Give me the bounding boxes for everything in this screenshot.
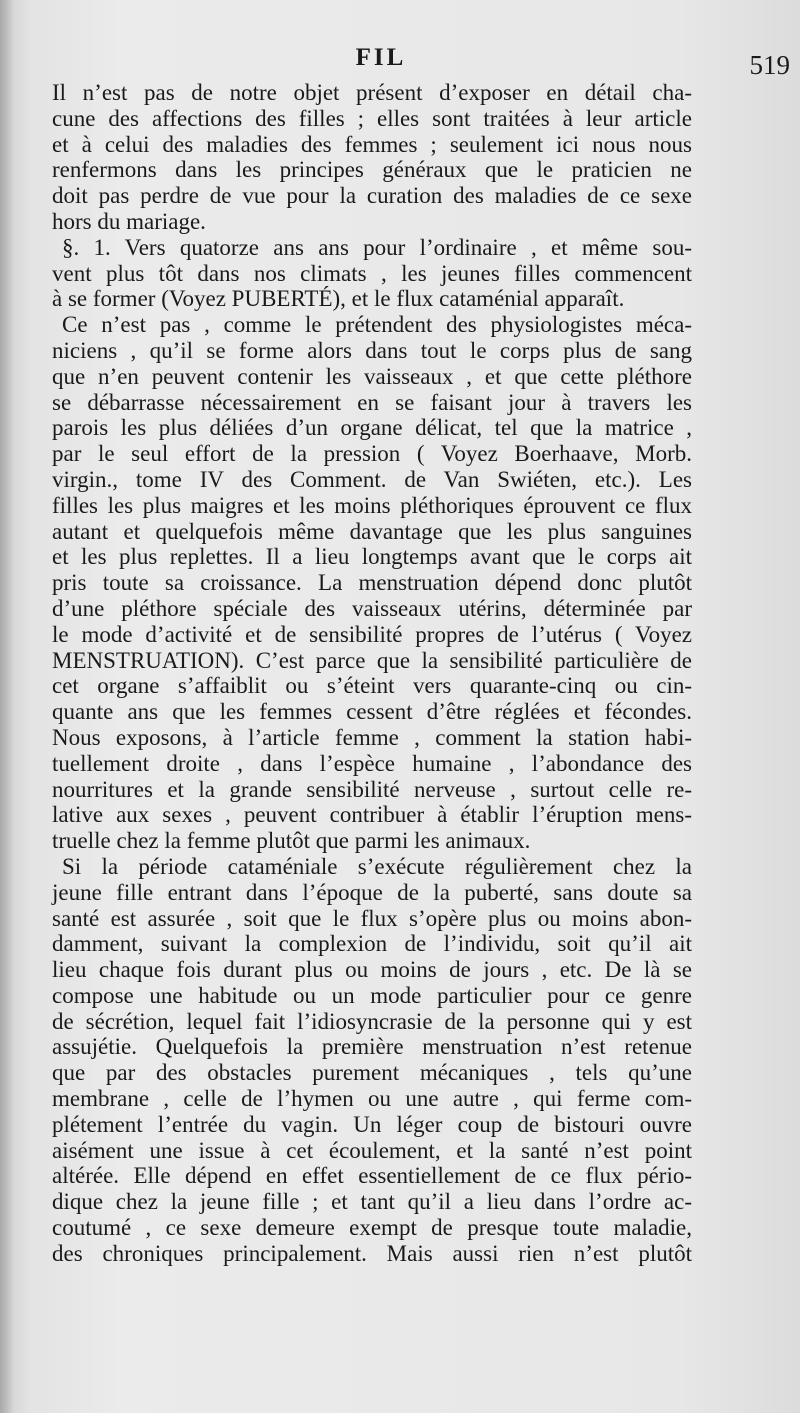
text-line: cune des affections des filles ; elles sont traitées à leur article xyxy=(52,105,692,131)
text-line: le mode d’activité et de sensibilité propres de l’utérus ( Voyez xyxy=(52,621,692,647)
text-line: Il n’est pas de notre objet présent d’exposer en détail cha- xyxy=(52,80,692,105)
text-line: pris toute sa croissance. La menstruation dépend donc plutôt xyxy=(52,570,692,596)
text-line: niciens , qu’il se forme alors dans tout le corps plus de sang xyxy=(52,337,692,363)
text-line: et les plus replettes. Il a lieu longtemps avant que le corps ait xyxy=(52,544,692,570)
text-line: d’une pléthore spéciale des vaisseaux utérins, déterminée par xyxy=(52,595,692,621)
text-line: santé est assurée , soit que le flux s’opère plus ou moins abon- xyxy=(52,905,692,931)
page-binding-shadow xyxy=(0,0,14,1413)
text-line: vent plus tôt dans nos climats , les jeunes filles commencent xyxy=(52,260,692,286)
text-line: aisément une issue à cet écoulement, et la santé n’est point xyxy=(52,1137,692,1163)
text-line: Nous exposons, à l’article femme , comment la station habi- xyxy=(52,724,692,750)
text-line: tuellement droite , dans l’espèce humaine , l’abondance des xyxy=(52,750,692,776)
text-line: truelle chez la femme plutôt que parmi les animaux. xyxy=(52,828,531,854)
text-line: coutumé , ce sexe demeure exempt de presque toute maladie, xyxy=(52,1215,692,1241)
body-text xyxy=(52,80,692,1267)
text-line: compose une habitude ou un mode particulier pour ce genre xyxy=(52,982,692,1008)
text-line: virgin., tome IV des Comment. de Van Swiéten, etc.). Les xyxy=(52,466,692,492)
text-line: plétement l’entrée du vagin. Un léger coup de bistouri ouvre xyxy=(52,1111,692,1137)
text-line: dique chez la jeune fille ; et tant qu’il a lieu dans l’ordre ac- xyxy=(52,1189,692,1215)
text-line: altérée. Elle dépend en effet essentiellement de ce flux pério- xyxy=(52,1163,692,1189)
text-line: à se former (Voyez PUBERTÉ), et le flux cataménial apparaît. xyxy=(52,286,625,312)
text-line: damment, suivant la complexion de l’individu, soit qu’il ait xyxy=(52,931,692,957)
text-line: jeune fille entrant dans l’époque de la puberté, sans doute sa xyxy=(52,879,692,905)
text-line: nourritures et la grande sensibilité nerveuse , surtout celle re- xyxy=(52,776,692,802)
page-number: 519 xyxy=(749,50,790,80)
text-line: assujétie. Quelquefois la première menstruation n’est retenue xyxy=(52,1034,692,1060)
text-line: membrane , celle de l’hymen ou une autre , qui ferme com- xyxy=(52,1086,692,1112)
text-line: de sécrétion, lequel fait l’idiosyncrasie de la personne qui y est xyxy=(52,1008,692,1034)
text-line: renfermons dans les principes généraux que le praticien ne xyxy=(52,157,692,183)
text-line: Ce n’est pas , comme le prétendent des physiologistes méca- xyxy=(62,312,692,338)
text-line: que par des obstacles purement mécaniques , tels qu’une xyxy=(52,1060,692,1086)
text-line: filles les plus maigres et les moins pléthoriques éprouvent ce flux xyxy=(52,492,692,518)
text-line: par le seul effort de la pression ( Voyez Boerhaave, Morb. xyxy=(52,441,692,467)
text-line: se débarrasse nécessairement en se faisant jour à travers les xyxy=(52,389,692,415)
text-line: lative aux sexes , peuvent contribuer à établir l’éruption mens- xyxy=(52,802,692,828)
text-line: §. 1. Vers quatorze ans ans pour l’ordinaire , et même sou- xyxy=(62,234,692,260)
text-line: hors du mariage. xyxy=(52,208,206,234)
page-header xyxy=(52,44,790,84)
text-line: Si la période cataméniale s’exécute régulièrement chez la xyxy=(62,853,692,879)
text-line: parois les plus déliées d’un organe délicat, tel que la matrice , xyxy=(52,415,692,441)
text-line: des chroniques principalement. Mais aussi rien n’est plutôt xyxy=(52,1240,692,1266)
text-line: MENSTRUATION). C’est parce que la sensibilité particulière de xyxy=(52,647,692,673)
text-line: et à celui des maladies des femmes ; seulement ici nous nous xyxy=(52,131,692,157)
text-line: quante ans que les femmes cessent d’être réglées et fécondes. xyxy=(52,699,692,725)
text-line: doit pas perdre de vue pour la curation des maladies de ce sexe xyxy=(52,183,692,209)
text-line: que n’en peuvent contenir les vaisseaux , et que cette pléthore xyxy=(52,363,692,389)
running-head: FIL xyxy=(355,44,407,71)
text-line: cet organe s’affaiblit ou s’éteint vers quarante-cinq ou cin- xyxy=(52,673,692,699)
text-line: lieu chaque fois durant plus ou moins de jours , etc. De là se xyxy=(52,957,692,983)
text-line: autant et quelquefois même davantage que les plus sanguines xyxy=(52,518,692,544)
